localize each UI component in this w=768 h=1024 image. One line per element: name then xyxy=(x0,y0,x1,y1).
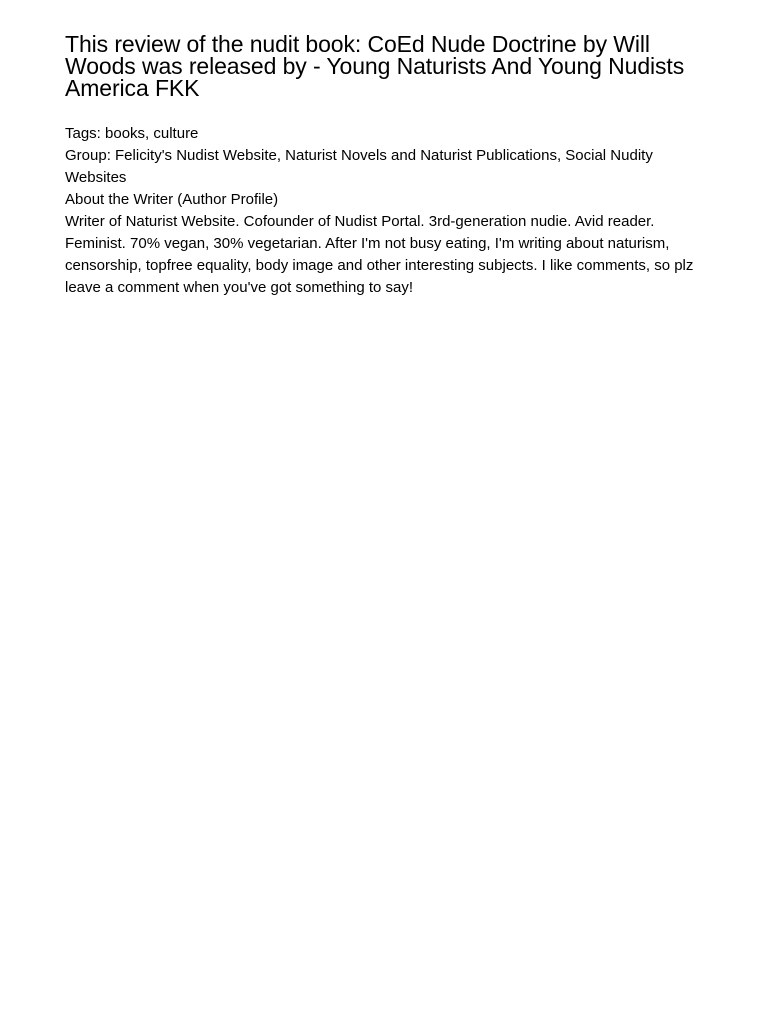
document-title: This review of the nudit book: CoEd Nude Doctrine by Will Woods was released by - Young Naturists And Young Nudists America FKK xyxy=(65,31,685,101)
document-content xyxy=(65,33,715,299)
document-meta xyxy=(65,123,715,299)
group-line: Group: Felicity's Nudist Website, Naturist Novels and Naturist Publications, Social Nudity Websites xyxy=(65,147,653,186)
author-bio: Writer of Naturist Website. Cofounder of Nudist Portal. 3rd-generation nudie. Avid reader. Feminist. 70% vegan, 30% vegetarian. After I'm not busy eating, I'm writing about naturism, censorship, topfree equality, body image and other interesting subjects. I like comments, so plz leave a comment when you've got something to say! xyxy=(65,213,694,296)
tags-line: Tags: books, culture xyxy=(65,125,199,142)
about-writer-heading: About the Writer (Author Profile) xyxy=(65,191,279,208)
